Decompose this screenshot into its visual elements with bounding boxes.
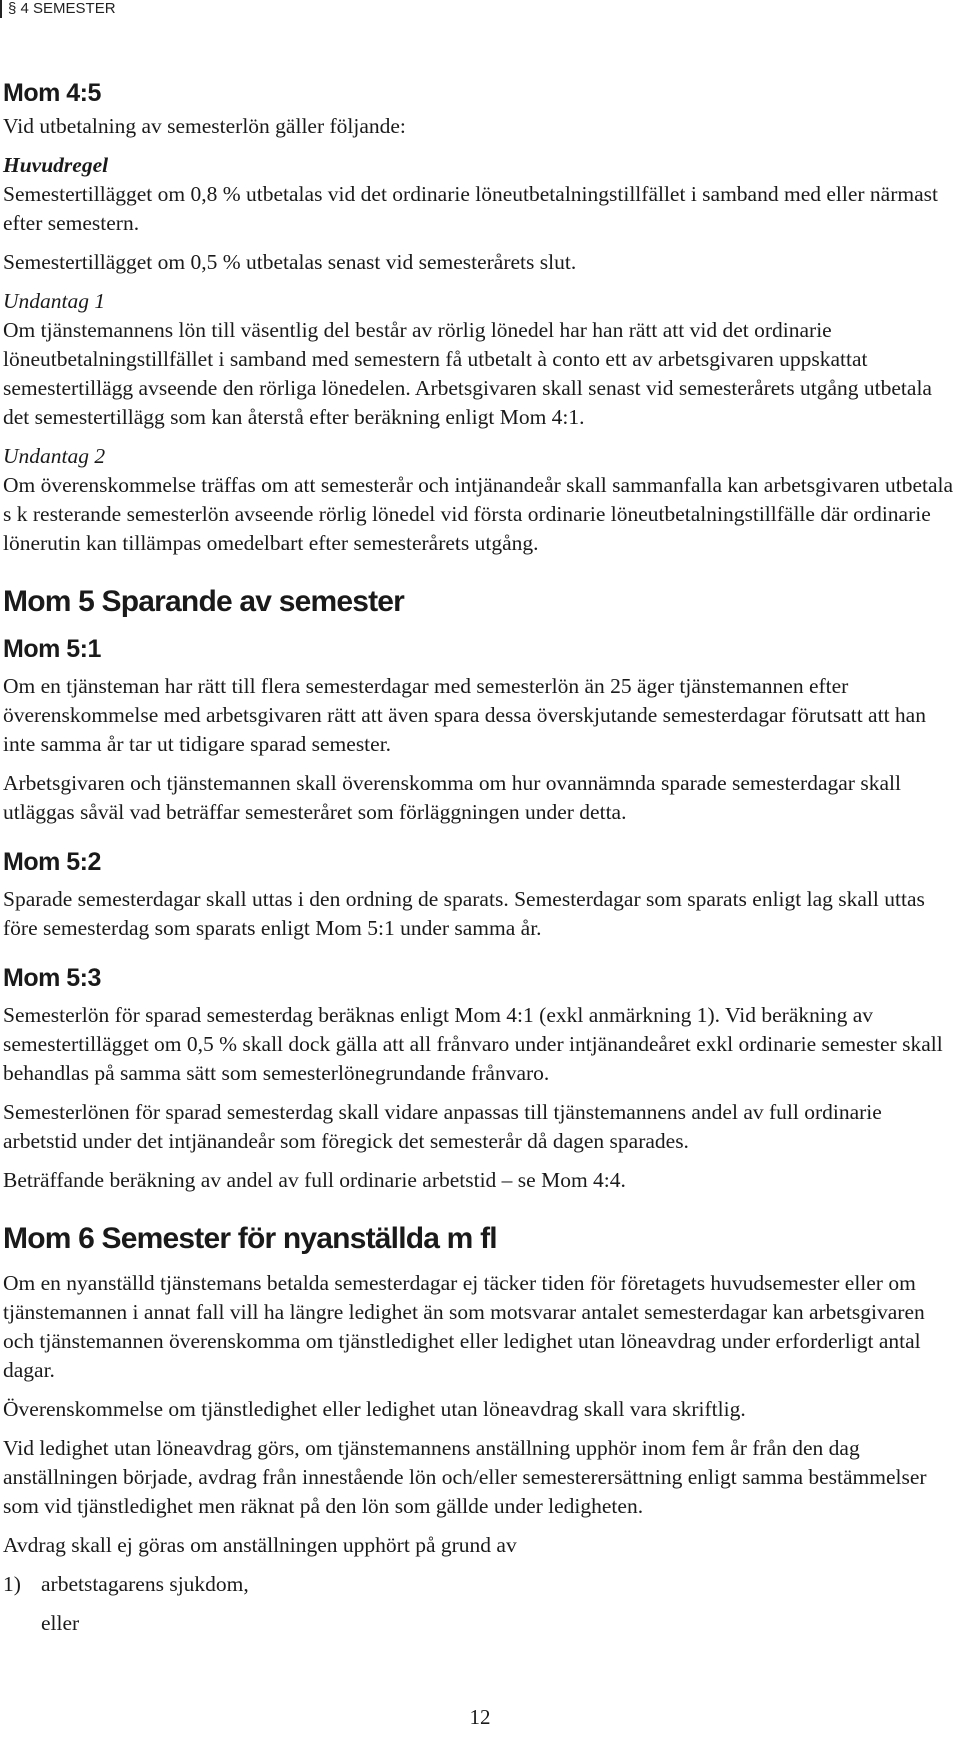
mom-5-3-heading: Mom 5:3 [3, 964, 101, 992]
mom-5-1-paragraph-1: Om en tjänsteman har rätt till flera semesterdagar med semesterlön än 25 äger tjänstemannen efter överenskommelse med arbetsgivaren rätt att även spara dessa överskjutande semesterdagar förutsatt att han inte samma år tar ut tidigare sparad semester. [3, 674, 926, 756]
mom-5-1-paragraph-2: Arbetsgivaren och tjänstemannen skall överenskomma om hur ovannämnda sparade semesterdagar skall utläggas såväl vad beträffar semesteråret som förläggningen under detta. [3, 771, 901, 824]
mom-6-heading: Mom 6 Semester för nyanställda m fl [3, 1222, 497, 1255]
mom-5-3-paragraph-3: Beträffande beräkning av andel av full ordinarie arbetstid – se Mom 4:4. [3, 1168, 626, 1192]
mom-6-paragraph-3: Vid ledighet utan löneavdrag görs, om tjänstemannens anställning upphör inom fem år från den dag anställningen började, avdrag från innestående lön och/eller semesterersättning enligt samma bestämmelser som vid tjänstledighet men räknat på den lön som gällde under ledigheten. [3, 1436, 927, 1518]
list-item-text: arbetstagarens sjukdom, [41, 1572, 249, 1596]
running-header: § 4 SEMESTER [0, 0, 122, 18]
mom-5-2-heading: Mom 5:2 [3, 848, 101, 876]
list-continuation: eller [41, 1611, 80, 1635]
document-body [3, 76, 955, 1638]
mom-6-paragraph-4: Avdrag skall ej göras om anställningen upphört på grund av [3, 1533, 517, 1557]
undantag-2-text: Om överenskommelse träffas om att semesterår och intjänandeår skall sammanfalla kan arbetsgivaren utbetala s k resterande semesterlön avseende rörlig lönedel vid första ordinarie löneutbetalningstillfälle där ordinarie lönerutin kan tillämpas omedelbart efter semesterårets utgång. [3, 473, 954, 555]
mom-6-paragraph-1: Om en nyanställd tjänstemans betalda semesterdagar ej täcker tiden för företagets huvudsemester eller om tjänstemannen i annat fall vill ha längre ledighet än som motsvarar antalet semesterdagar kan arbetsgivaren och tjänstemannen överenskomma om tjänstledighet eller ledighet utan löneavdrag under erforderligt antal dagar. [3, 1271, 925, 1382]
mom-5-heading: Mom 5 Sparande av semester [3, 585, 405, 618]
undantag-1-text: Om tjänstemannens lön till väsentlig del består av rörlig lönedel har han rätt att vid det ordinarie löneutbetalningstillfället i samband med semestern få utbetalt à conto ett av arbetsgivaren uppskattat semestertillägg avseende den rörliga lönedelen. Arbetsgivaren skall senast vid semesterårets utgång utbetala det semestertillägg som kan återstå efter beräkning enligt Mom 4:1. [3, 318, 932, 429]
list-item [3, 1570, 955, 1599]
undantag-1-title: Undantag 1 [3, 289, 106, 313]
page-number: 12 [469, 1705, 491, 1729]
mom-5-2-paragraph-1: Sparade semesterdagar skall uttas i den ordning de sparats. Semesterdagar som sparats enligt lag skall uttas före semesterdag som sparats enligt Mom 5:1 under samma år. [3, 887, 925, 940]
mom-4-5-intro: Vid utbetalning av semesterlön gäller följande: [3, 114, 406, 138]
mom-6-paragraph-2: Överenskommelse om tjänstledighet eller ledighet utan löneavdrag skall vara skriftlig. [3, 1397, 746, 1421]
huvudregel-title [3, 151, 955, 180]
huvudregel-paragraph-1: Semestertillägget om 0,8 % utbetalas vid det ordinarie löneutbetalningstillfället i samband med eller närmast efter semestern. [3, 182, 938, 235]
mom-5-1-heading: Mom 5:1 [3, 635, 101, 663]
mom-5-3-paragraph-1: Semesterlön för sparad semesterdag beräknas enligt Mom 4:1 (exkl anmärkning 1). Vid beräkning av semestertillägget om 0,5 % skall dock gälla att all frånvaro under intjänandeåret exkl ordinarie semester skall behandlas på samma sätt som semesterlönegrundande frånvaro. [3, 1003, 943, 1085]
list-item-number: 1) [3, 1572, 21, 1596]
huvudregel-title-text: Huvudregel [3, 153, 109, 177]
huvudregel-paragraph-2: Semestertillägget om 0,5 % utbetalas senast vid semesterårets slut. [3, 250, 577, 274]
undantag-2-title: Undantag 2 [3, 444, 106, 468]
mom-5-3-paragraph-2: Semesterlönen för sparad semesterdag skall vidare anpassas till tjänstemannens andel av full ordinarie arbetstid under det intjänandeår som föregick det semesterår då dagen sparades. [3, 1100, 882, 1153]
mom-4-5-heading: Mom 4:5 [3, 79, 101, 107]
